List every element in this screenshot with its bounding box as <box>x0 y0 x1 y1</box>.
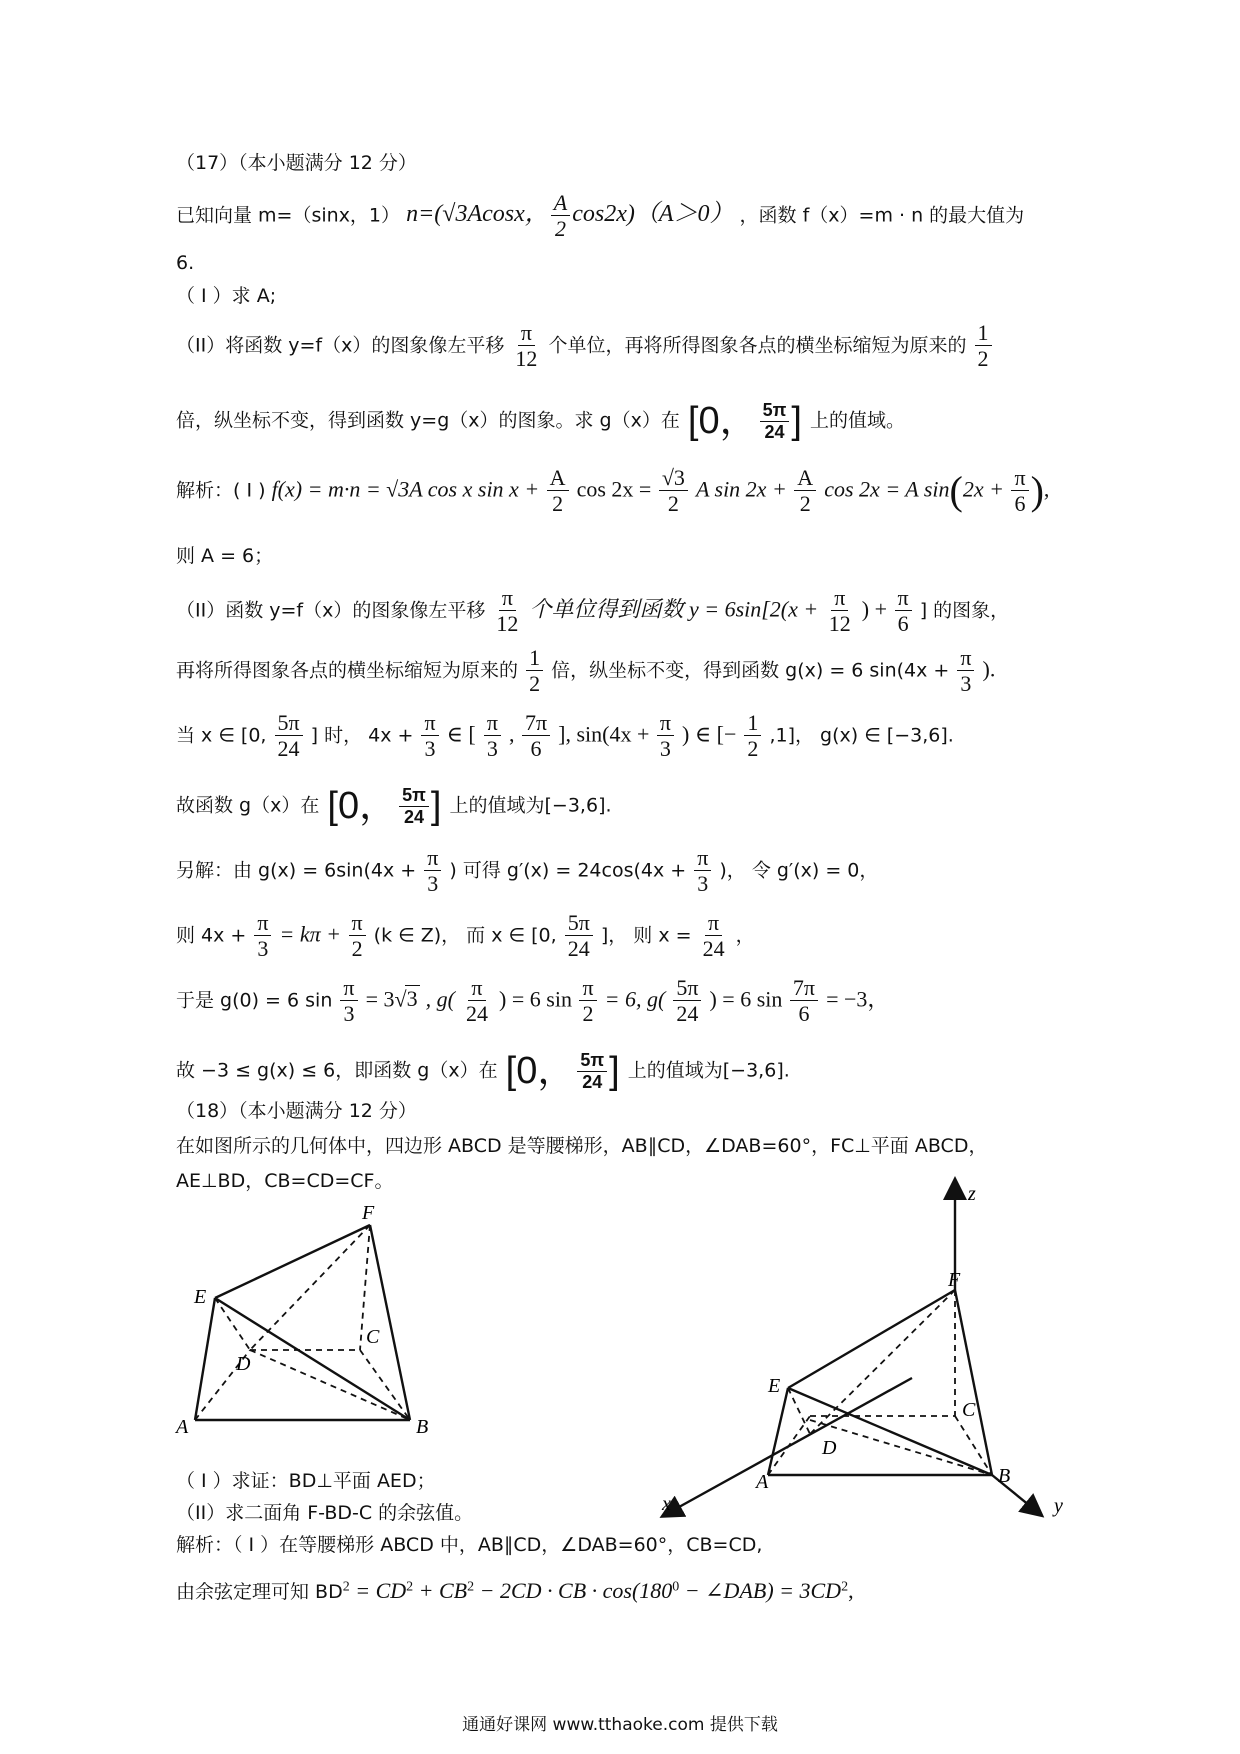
q17-solution-line3: 再将所得图象各点的横坐标缩短为原来的 $\frac{1}{2}$ 倍，纵坐标不变，得到函数 g(x) = 6 sin(4x + $\frac{\pi}{3}$ ). <box>176 645 996 697</box>
q17-part1: （ I ）求 A; <box>176 285 277 307</box>
q17-solution-line4: 当 x ∈ [0, $\frac{5\pi}{24}$ ] 时， 4x + $\frac{\pi}{3}$ ∈ [ $\frac{\pi}{3}$ , $\frac{7\pi}{6}$ ], sin(4x + $\frac{\pi}{3}$ ) ∈ [− $\frac{1}{2}$ ,1]， g(x) ∈ [−3,6]. <box>176 710 954 762</box>
label-C: C <box>366 1326 380 1348</box>
label2-E: E <box>768 1375 781 1397</box>
edge2-FE <box>788 1290 955 1388</box>
label2-C: C <box>962 1399 976 1421</box>
edge-DB <box>250 1350 410 1420</box>
edge-EF <box>215 1225 370 1298</box>
q17-solution-line2: （II）函数 y=f（x）的图象像左平移 $\frac{\pi}{12}$ 个单位得到函数 y = 6sin[2(x + $\frac{\pi}{12}$ ) + $\frac{\pi}{6}$ ] 的图象， <box>176 585 1010 637</box>
edge-FB <box>370 1225 410 1420</box>
label-A: A <box>176 1416 189 1438</box>
label2-F: F <box>948 1269 961 1291</box>
q17-alt-line1: 另解：由 g(x) = 6sin(4x + $\frac{\pi}{3}$ ) 可得 g′(x) = 24cos(4x + $\frac{\pi}{3}$ )， 令 g′(x) = 0， <box>176 845 879 897</box>
edge2-DB <box>810 1420 992 1475</box>
q18-solution-line1: 解析：（ I ）在等腰梯形 ABCD 中，AB∥CD，∠DAB=60°，CB=CD, <box>176 1534 763 1556</box>
label-F: F <box>362 1202 375 1224</box>
q18-part2: （II）求二面角 F-BD-C 的余弦值。 <box>176 1502 474 1524</box>
label-z: z <box>968 1183 976 1205</box>
label-E: E <box>194 1286 207 1308</box>
q17-alt-line2: 则 4x + $\frac{\pi}{3}$ = kπ + $\frac{\pi}{2}$ (k ∈ Z)， 而 x ∈ [0, $\frac{5\pi}{24}$ ]， 则 x = $\frac{\pi}{24}$ ， <box>176 910 755 962</box>
label2-D: D <box>822 1437 837 1459</box>
q17-stem-end: 6. <box>176 252 195 274</box>
label-y: y <box>1054 1495 1063 1517</box>
label2-A: A <box>756 1471 769 1493</box>
q17-header: （17）（本小题满分 12 分） <box>176 152 417 174</box>
q17-then-A: 则 A = 6； <box>176 545 274 567</box>
edge2-FB <box>955 1290 992 1475</box>
edge-EA <box>195 1298 215 1420</box>
q17-alt-line4: 故 −3 ≤ g(x) ≤ 6，即函数 g（x）在 [0， $\frac{5\pi}{24}$ ] 上的值域为[−3,6]. <box>176 1050 790 1093</box>
q17-stem-line: 已知向量 m=（sinx，1） n=(√3Acosx， $\frac{A}{2}$ cos2x)（A＞0） ，函数 f（x）=m · n 的最大值为 <box>176 190 1025 242</box>
label-D: D <box>236 1353 251 1375</box>
geometry-figure-1 <box>170 1195 460 1445</box>
q17-solution-line1: 解析：( I ) f(x) = m·n = √3A cos x sin x + $\frac{A}{2}$ cos 2x = $\frac{√3}{2}$ A sin 2x + $\frac{A}{2}$ cos 2x = A sin(2x + $\frac{\pi}{6}$ ), <box>176 465 1050 517</box>
q18-header: （18）（本小题满分 12 分） <box>176 1100 417 1122</box>
q18-stem1: 在如图所示的几何体中，四边形 ABCD 是等腰梯形，AB∥CD，∠DAB=60°，FC⊥平面 ABCD， <box>176 1135 988 1157</box>
x-axis <box>670 1378 912 1512</box>
interval-image: [0， $\frac{5\pi}{24}$ ] <box>687 400 802 443</box>
page-footer: 通通好课网 www.tthaoke.com 提供下载 <box>462 1715 778 1735</box>
edge-FD <box>250 1225 370 1350</box>
geometry-figure-2-axes <box>650 1170 1090 1545</box>
q18-solution-line2: 由余弦定理可知 $BD^2 = CD^2 + CB^2 - 2CD$ · CB · $\cos(180^0$ − ∠DAB) = $3CD^2$, <box>176 1578 854 1603</box>
label-B: B <box>416 1416 429 1438</box>
q18-part1: （ I ）求证：BD⊥平面 AED； <box>176 1470 436 1492</box>
edge-ED <box>215 1298 250 1350</box>
q17-part2-line1: （II）将函数 y=f（x）的图象像左平移 $\frac{\pi}{12}$ 个单位，再将所得图象各点的横坐标缩短为原来的 $\frac{1}{2}$ <box>176 320 994 372</box>
q18-stem2: AE⊥BD，CB=CD=CF。 <box>176 1170 394 1192</box>
label2-B: B <box>998 1465 1011 1487</box>
label-x: x <box>662 1493 671 1515</box>
q17-alt-line3: 于是 g(0) = 6 sin $\frac{\pi}{3}$ = 3√3 , g( $\frac{\pi}{24}$ ) = 6 sin $\frac{\pi}{2}$ = 6, g( $\frac{5\pi}{24}$ ) = 6 sin $\frac{7\pi}{6}$ = −3， <box>176 975 890 1027</box>
q17-part2-line2: 倍，纵坐标不变，得到函数 y=g（x）的图象。求 g（x）在 [0， $\frac{5\pi}{24}$ ] 上的值域。 <box>176 400 906 443</box>
q17-solution-line5: 故函数 g（x）在 [0， $\frac{5\pi}{24}$ ] 上的值域为[−3,6]. <box>176 785 612 828</box>
